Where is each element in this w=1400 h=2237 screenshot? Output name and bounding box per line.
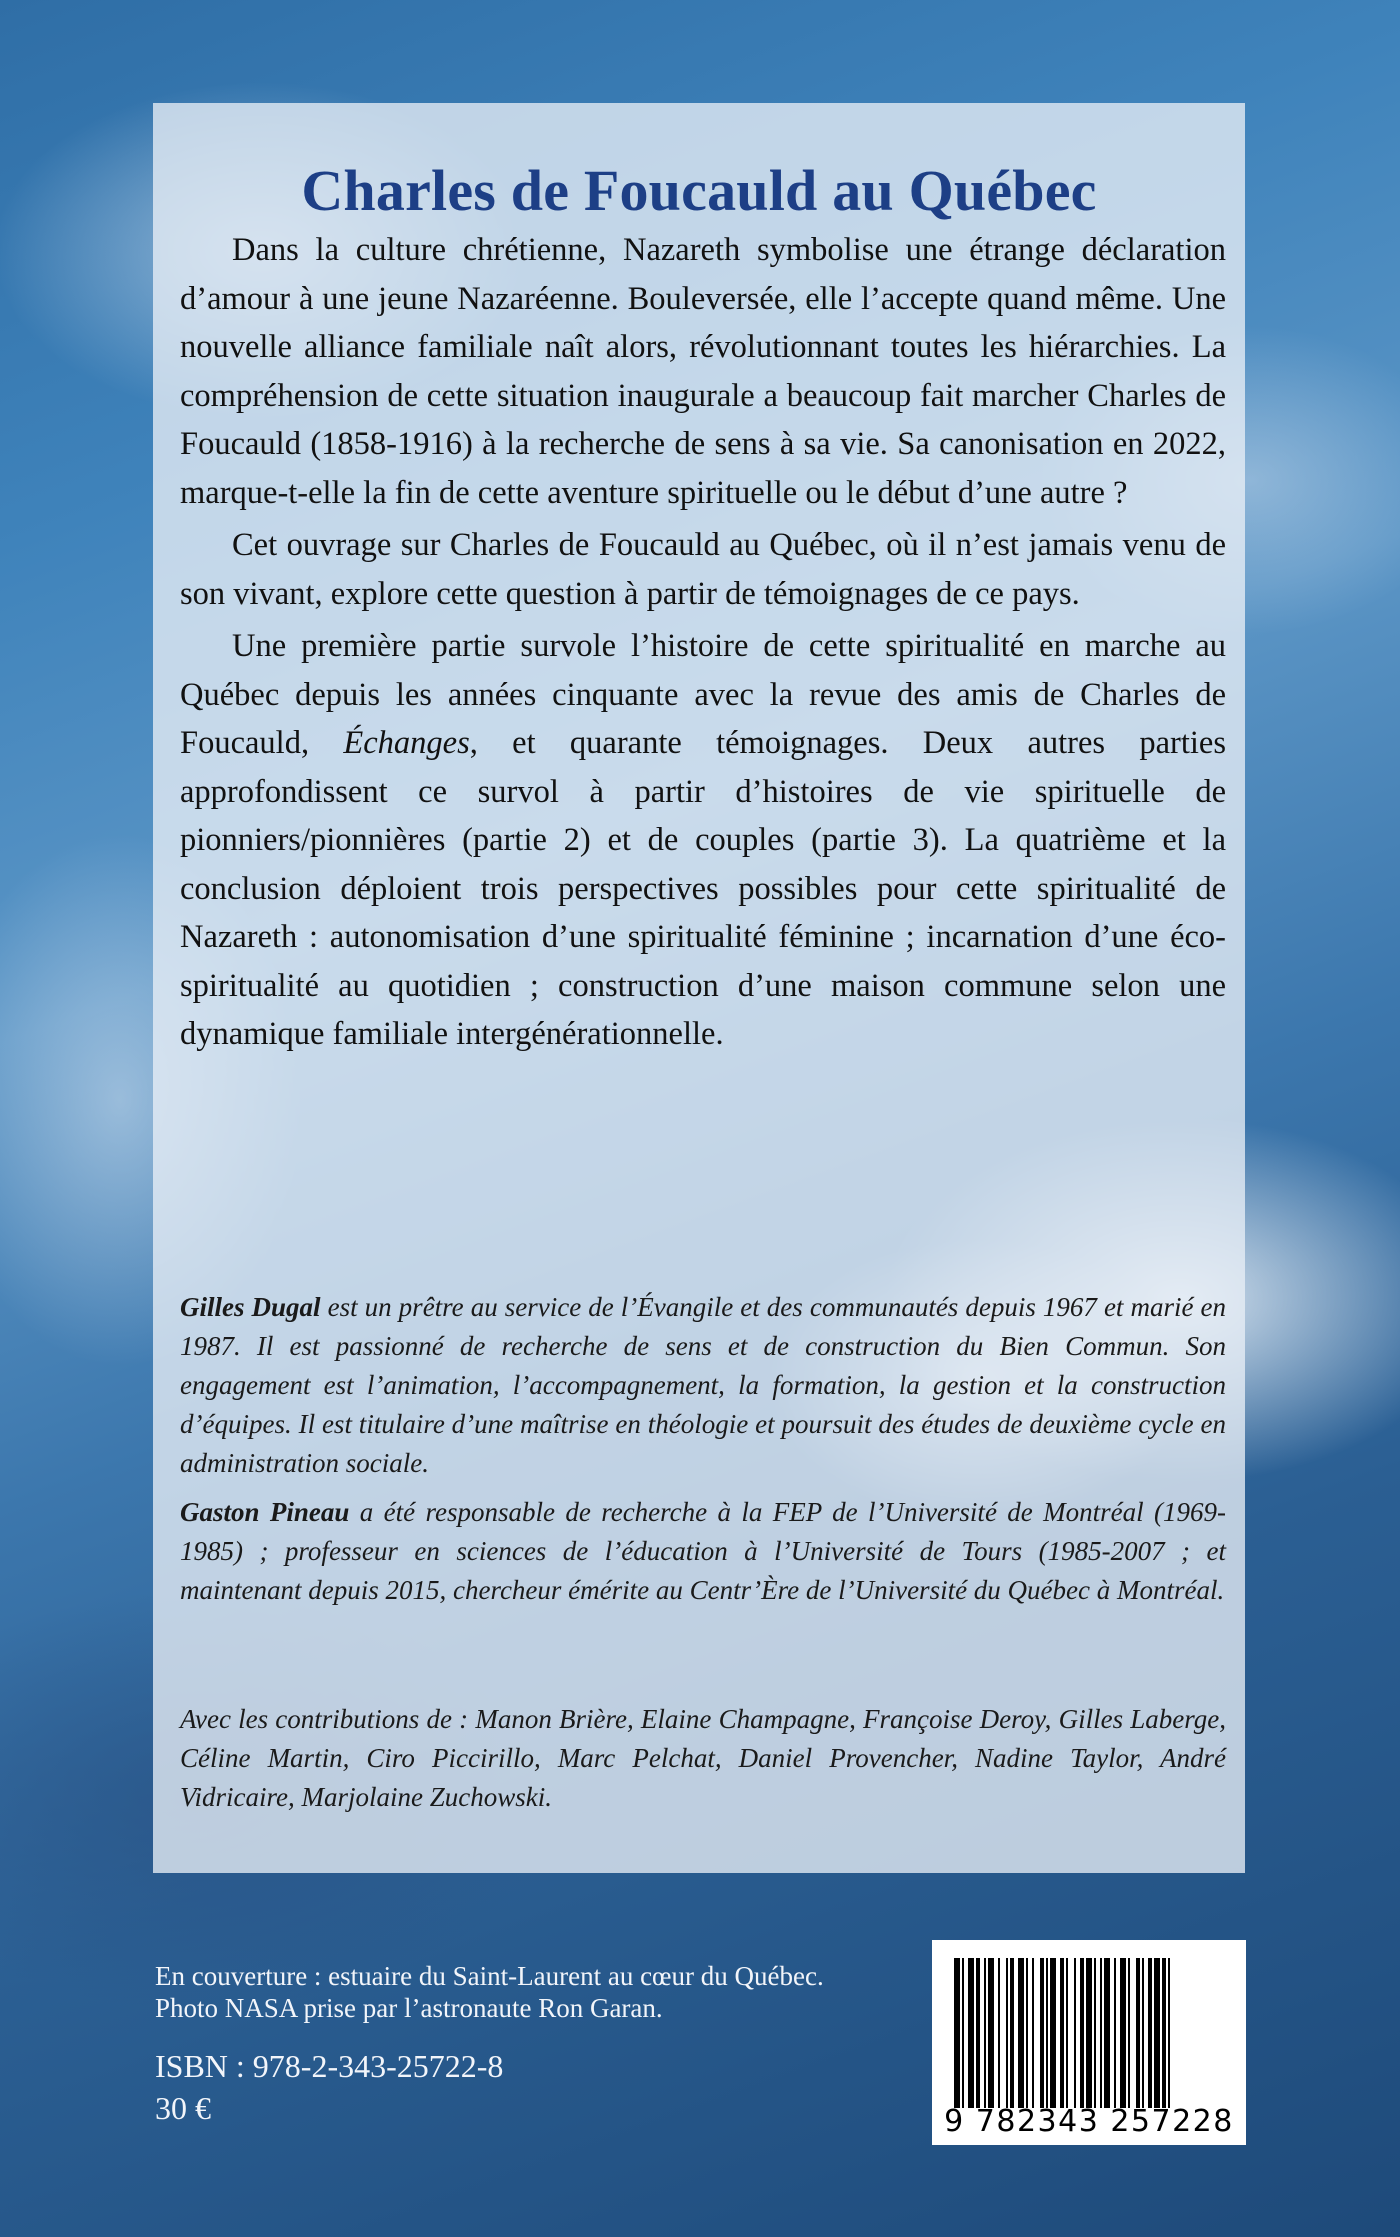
author-name: Gilles Dugal: [180, 1292, 321, 1322]
barcode-bar: [968, 1958, 974, 2108]
barcode-bar: [998, 1958, 1000, 2108]
barcode-bar: [1100, 1958, 1102, 2108]
isbn-price-block: [155, 2045, 503, 2129]
barcode-bar: [1168, 1958, 1170, 2108]
barcode-bar: [1060, 1958, 1064, 2108]
barcode-bar: [962, 1958, 964, 2108]
journal-title-echanges: Échanges: [343, 725, 470, 761]
summary-text: [180, 226, 1226, 1063]
price: 30 €: [155, 2090, 211, 2126]
barcode-bar: [1080, 1958, 1084, 2108]
barcode: [932, 1940, 1246, 2145]
barcode-digits: 9 782343 257228: [944, 2104, 1234, 2139]
barcode-bar: [976, 1958, 980, 2108]
barcode-bar: [988, 1958, 994, 2108]
barcode-bar: [1120, 1958, 1126, 2108]
barcode-bar: [1010, 1958, 1014, 2108]
barcode-bar: [954, 1958, 960, 2108]
barcode-bar: [1046, 1958, 1048, 2108]
paragraph-3-end: , et quarante témoignages. Deux autres parties approfondissent ce survol à partir d’histoires de vie spirituelle de pionniers/pionnières (partie 2) et de couples (partie 3). La quatrième et la conclusion déploient trois perspectives possibles pour cette spiritualité de Nazareth : autonomisation d’une spiritualité féminine ; incarnation d’une éco-spiritualité au quotidien ; construction d’une maison commune selon une dynamique familiale intergénérationnelle.: [180, 725, 1226, 1052]
barcode-bar: [1136, 1958, 1140, 2108]
book-title: Charles de Foucauld au Québec: [301, 157, 1097, 223]
barcode-bar: [1040, 1958, 1044, 2108]
credit-line: En couverture : estuaire du Saint-Laurent au cœur du Québec.: [155, 1961, 824, 1991]
summary-paragraph-3: [180, 622, 1226, 1059]
contributors-list: Avec les contributions de : Manon Brière, Elaine Champagne, Françoise Deroy, Gilles Laberge, Céline Martin, Ciro Piccirillo, Marc Pelchat, Daniel Provencher, Nadine Taylor, André Vidricaire, Marjolaine Zuchowski.: [180, 1704, 1226, 1812]
author-bio: [180, 1288, 1226, 1483]
barcode-bar: [1050, 1958, 1056, 2108]
summary-paragraph-2: Cet ouvrage sur Charles de Foucauld au Québec, où il n’est jamais venu de son vivant, explore cette question à partir de témoignages de ce pays.: [180, 527, 1226, 612]
summary-paragraph-1: Dans la culture chrétienne, Nazareth symbolise une étrange déclaration d’amour à une jeune Nazaréenne. Bouleversée, elle l’accepte quand même. Une nouvelle alliance familiale naît alors, révolutionnant toutes les hiérarchies. La compréhension de cette situation inaugurale a beaucoup fait marcher Charles de Foucauld (1858-1916) à la recherche de sens à sa vie. Sa canonisation en 2022, marque-t-elle la fin de cette aventure spirituelle ou le début d’une autre ?: [180, 232, 1226, 511]
barcode-bar: [1032, 1958, 1034, 2108]
author-name: Gaston Pineau: [180, 1497, 350, 1527]
barcode-bar: [1074, 1958, 1076, 2108]
barcode-bar: [1114, 1958, 1116, 2108]
isbn: ISBN : 978-2-343-25722-8: [155, 2048, 504, 2084]
barcode-bar: [1086, 1958, 1092, 2108]
author-bios: [180, 1288, 1226, 1620]
credit-line: Photo NASA prise par l’astronaute Ron Garan.: [155, 1993, 663, 2023]
barcode-bar: [984, 1958, 986, 2108]
barcode-bar: [1094, 1958, 1096, 2108]
author-bio-text: a été responsable de recherche à la FEP de l’Université de Montréal (1969-1985) ; professeur en sciences de l’éducation à l’Université de Tours (1985-2007 ; et maintenant depuis 2015, chercheur émérite au Centr’Ère de l’Université du Québec à Montréal.: [180, 1497, 1226, 1605]
barcode-bar: [1018, 1958, 1024, 2108]
barcode-bar: [1104, 1958, 1110, 2108]
barcode-bar: [1162, 1958, 1166, 2108]
author-bio: [180, 1493, 1226, 1610]
cover-photo-credit: [155, 1960, 915, 2024]
barcode-bar: [1026, 1958, 1028, 2108]
barcode-bar: [1148, 1958, 1152, 2108]
barcode-bar: [1006, 1958, 1008, 2108]
barcode-bar: [1128, 1958, 1130, 2108]
barcode-bar: [1066, 1958, 1068, 2108]
paragraph-3-start: Une première partie survole l’histoire de cette spiritualité en marche au Québec depuis les années cinquante avec la revue des amis de Charles de Foucauld,: [180, 628, 1226, 761]
author-bio-text: est un prêtre au service de l’Évangile et des communautés depuis 1967 et marié en 1987. Il est passionné de recherche de sens et de construction du Bien Commun. Son engagement est l’animation, l’accompagnement, la formation, la gestion et la construction d’équipes. Il est titulaire d’une maîtrise en théologie et poursuit des études de deuxième cycle en administration sociale.: [180, 1292, 1226, 1478]
barcode-bar: [1154, 1958, 1160, 2108]
barcode-bar: [1142, 1958, 1144, 2108]
